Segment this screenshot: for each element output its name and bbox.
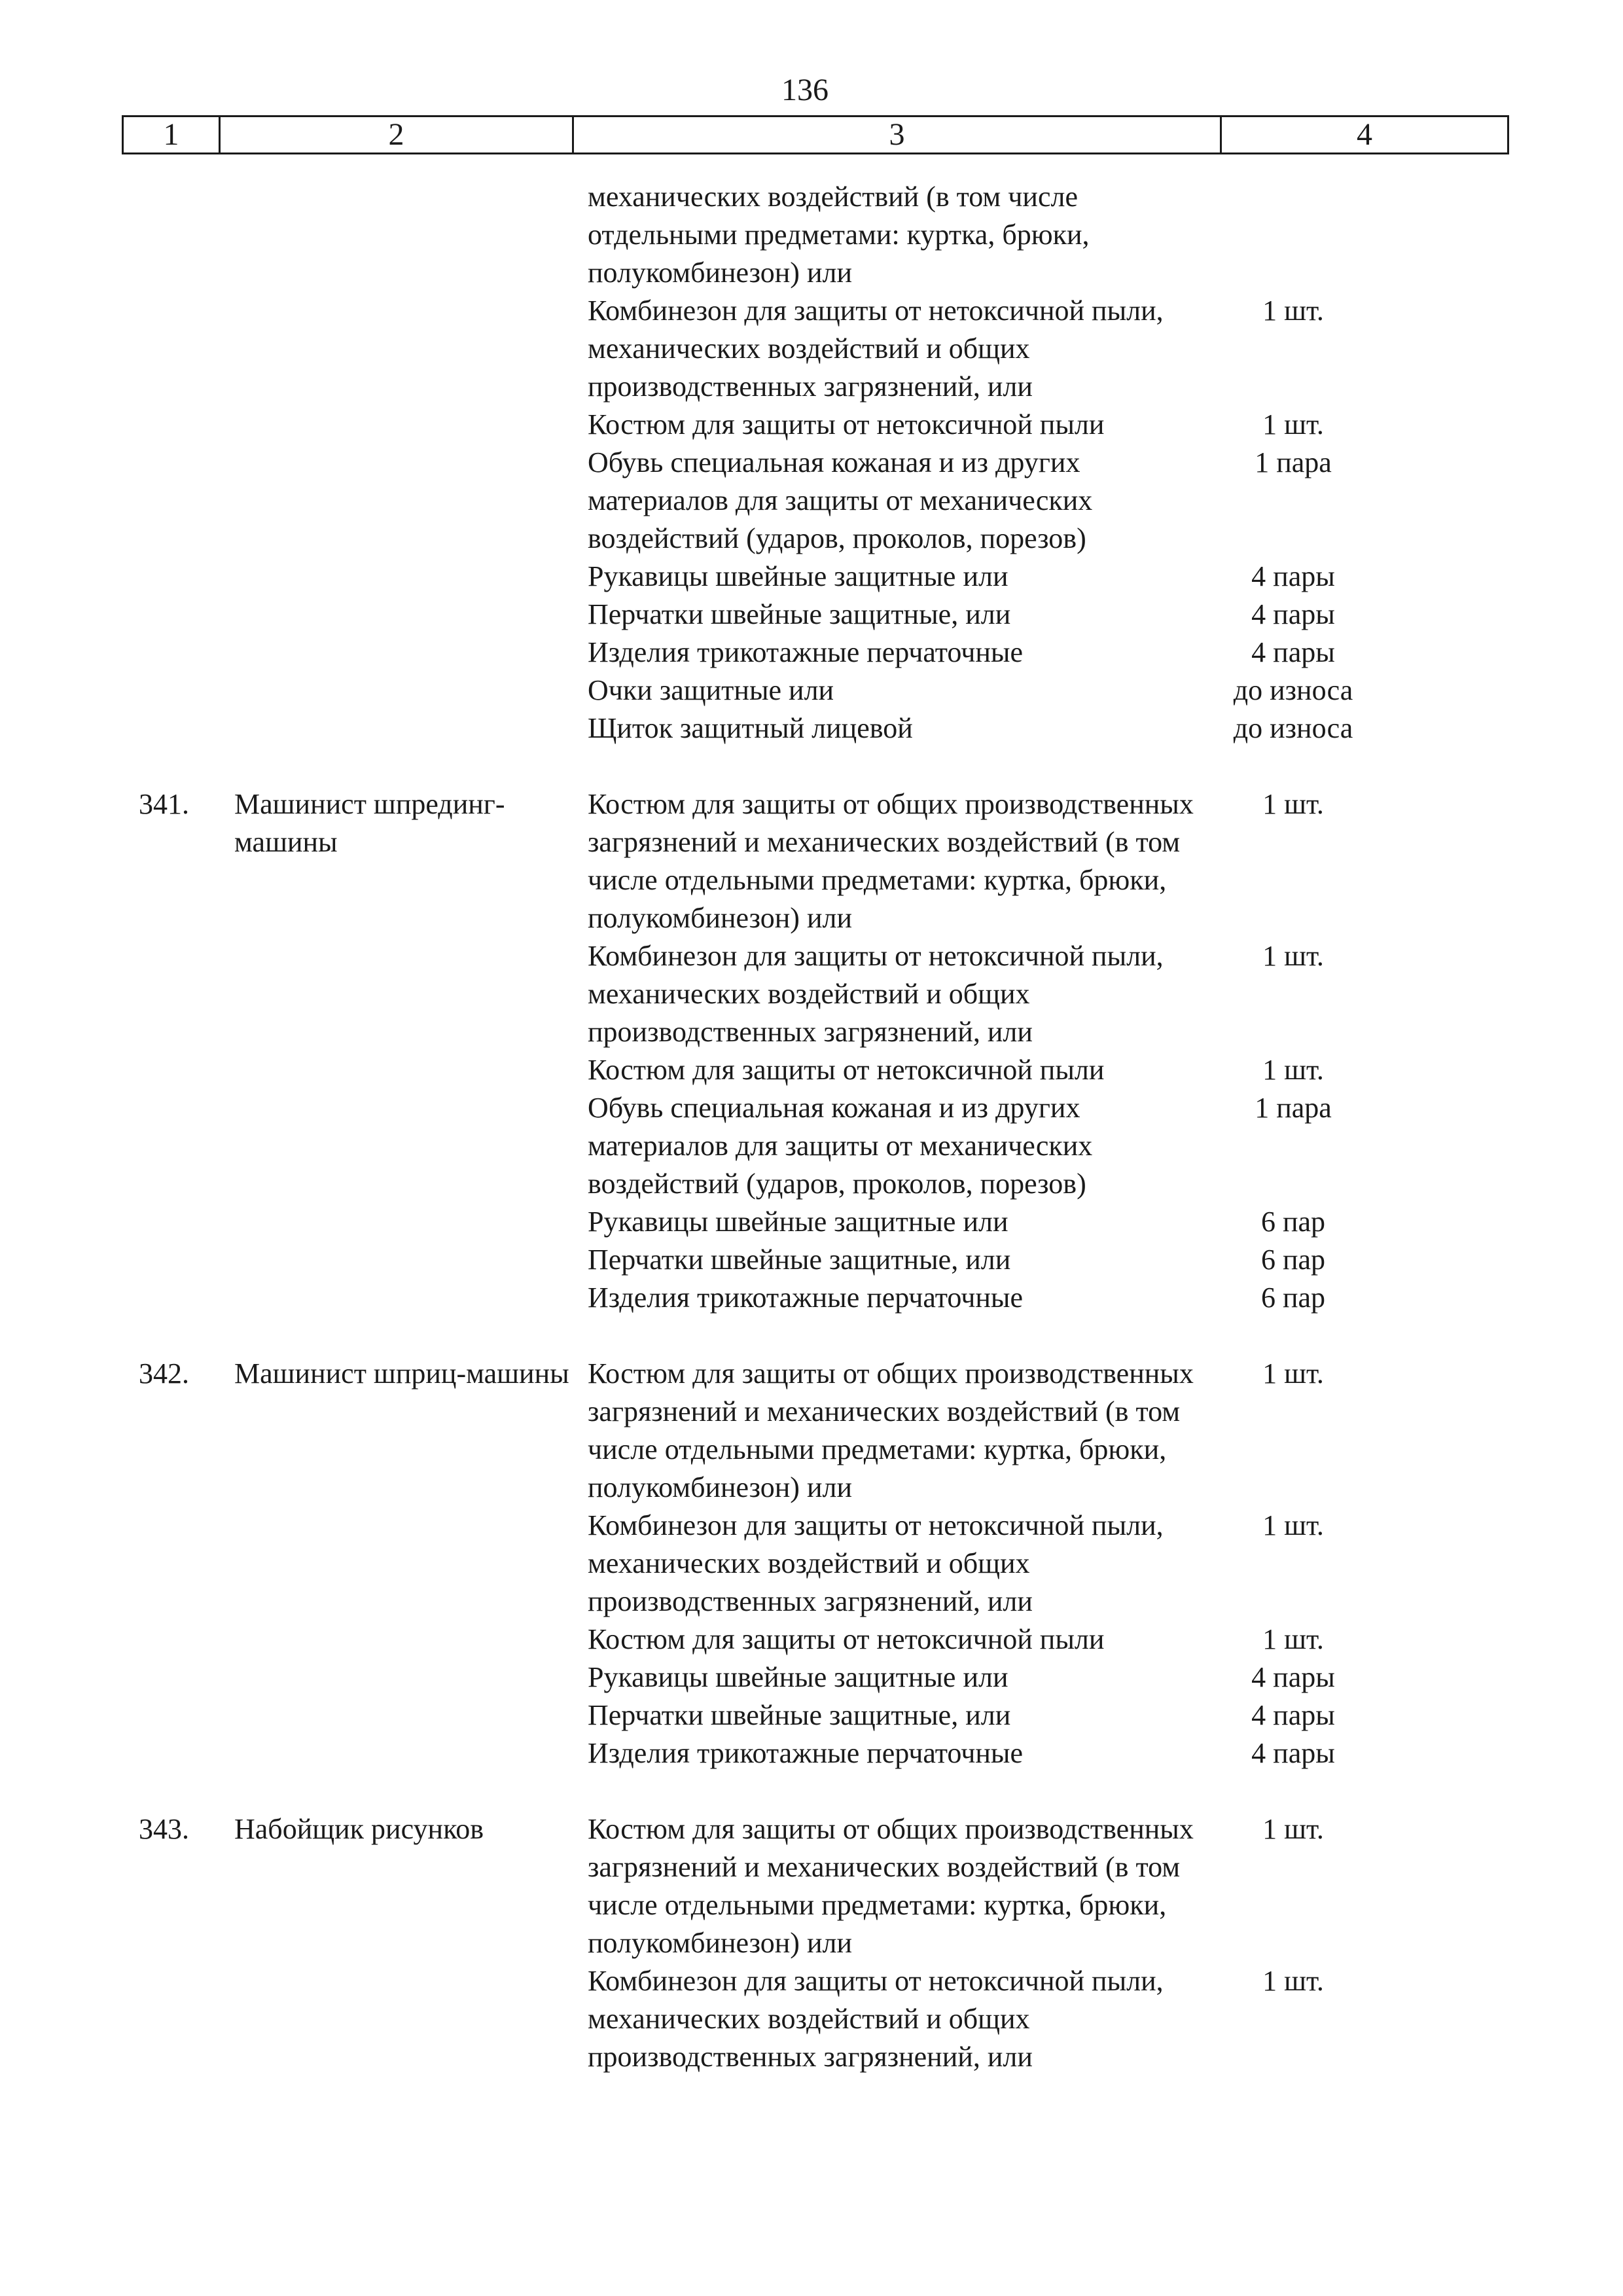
ppe-item-quantity: 6 пар [1260,1206,1326,1238]
column-header-4: 4 [1357,117,1372,152]
table-body [0,178,1623,2114]
ppe-item-description: Рукавицы швейные защитные или [588,1661,1008,1693]
ppe-item-description: Обувь специальная кожаная и из других материалов для защиты от механических воздействий (ударов, проколов, порезов) [588,446,1093,554]
ppe-item-quantity: 4 пары [1251,636,1335,668]
row-number: 343. [139,1813,189,1845]
ppe-item-quantity: 1 шт. [1262,940,1324,972]
ppe-item-description: Комбинезон для защиты от нетоксичной пыли, механических воздействий и общих производственных загрязнений, или [588,295,1164,403]
ppe-item-quantity: 1 шт. [1262,295,1324,327]
ppe-item-quantity: 4 пары [1251,1661,1335,1693]
ppe-item [588,1962,1623,2076]
ppe-item-quantity: до износа [1233,712,1353,744]
ppe-item-description: Костюм для защиты от нетоксичной пыли [588,1054,1105,1086]
ppe-item-quantity: 4 пары [1251,1699,1335,1731]
ppe-item-list [588,1355,1623,1772]
ppe-item [588,1089,1623,1203]
ppe-item [588,1734,1623,1772]
ppe-item [588,1621,1623,1659]
ppe-item-description: Перчатки швейные защитные, или [588,1244,1011,1276]
ppe-item-quantity: 1 шт. [1262,408,1324,440]
ppe-item [588,292,1623,406]
ppe-item-quantity: 1 шт. [1262,1357,1324,1390]
ppe-item [588,1810,1623,1962]
ppe-item-description: Перчатки швейные защитные, или [588,598,1011,630]
ppe-item [588,444,1623,558]
column-header-3: 3 [574,117,1222,152]
ppe-item-list [588,178,1623,747]
ppe-item-quantity: 4 пары [1251,560,1335,592]
ppe-item-quantity: 4 пары [1251,598,1335,630]
ppe-item-quantity: 1 пара [1255,1092,1332,1124]
ppe-item-description: механических воздействий (в том числе отдельными предметами: куртка, брюки, полукомбинезон) или [588,181,1090,289]
ppe-item [588,178,1623,292]
profession-name: Набойщик рисунков [234,1813,484,1845]
ppe-item [588,558,1623,596]
row-number: 341. [139,788,189,820]
ppe-item-description: Костюм для защиты от нетоксичной пыли [588,1623,1105,1655]
ppe-item [588,1051,1623,1089]
ppe-item-quantity: 1 шт. [1262,1623,1324,1655]
ppe-item [588,672,1623,709]
ppe-item-description: Костюм для защиты от общих производственных загрязнений и механических воздействий (в том числе отдельными предметами: куртка, брюки, полукомбинезон) или [588,1357,1194,1503]
row-number: 342. [139,1357,189,1390]
ppe-item-description: Костюм для защиты от общих производственных загрязнений и механических воздействий (в том числе отдельными предметами: куртка, брюки, полукомбинезон) или [588,788,1194,934]
ppe-item [588,1659,1623,1696]
profession-name: Машинист шприц-машины [234,1357,569,1390]
ppe-item [588,1507,1623,1621]
ppe-item-description: Щиток защитный лицевой [588,712,913,744]
ppe-item-description: Комбинезон для защиты от нетоксичной пыли, механических воздействий и общих производственных загрязнений, или [588,940,1164,1048]
ppe-item-quantity: 1 шт. [1262,1054,1324,1086]
ppe-item [588,1241,1623,1279]
table-row [0,178,1623,747]
ppe-item-description: Рукавицы швейные защитные или [588,560,1008,592]
ppe-item-description: Рукавицы швейные защитные или [588,1206,1008,1238]
ppe-item [588,596,1623,634]
profession-name: Машинист шпрединг-машины [234,788,505,858]
ppe-item [588,709,1623,747]
ppe-item-list [588,1810,1623,2076]
ppe-item [588,406,1623,444]
ppe-item-description: Перчатки швейные защитные, или [588,1699,1011,1731]
ppe-item [588,1203,1623,1241]
ppe-item-quantity: 4 пары [1251,1737,1335,1769]
column-header-2: 2 [221,117,574,152]
ppe-item-quantity: 6 пар [1260,1244,1326,1276]
column-header-row [122,115,1509,154]
ppe-item [588,1279,1623,1317]
ppe-item-description: Очки защитные или [588,674,834,706]
ppe-item-description: Обувь специальная кожаная и из других материалов для защиты от механических воздействий (ударов, проколов, порезов) [588,1092,1093,1200]
ppe-item-quantity: 1 шт. [1262,1509,1324,1541]
ppe-item-description: Костюм для защиты от нетоксичной пыли [588,408,1105,440]
ppe-item-description: Изделия трикотажные перчаточные [588,1282,1024,1314]
table-row [0,785,1623,1317]
ppe-item-quantity: 1 пара [1255,446,1332,478]
ppe-item [588,634,1623,672]
ppe-item [588,937,1623,1051]
ppe-item-quantity: 1 шт. [1262,1965,1324,1997]
ppe-item [588,1696,1623,1734]
ppe-item-description: Изделия трикотажные перчаточные [588,1737,1024,1769]
ppe-item-quantity: до износа [1233,674,1353,706]
ppe-item [588,785,1623,937]
ppe-item-description: Изделия трикотажные перчаточные [588,636,1024,668]
ppe-item-quantity: 1 шт. [1262,788,1324,820]
column-header-1: 1 [124,117,221,152]
table-row [0,1810,1623,2076]
ppe-item [588,1355,1623,1507]
ppe-item-quantity: 1 шт. [1262,1813,1324,1845]
ppe-item-description: Костюм для защиты от общих производственных загрязнений и механических воздействий (в том числе отдельными предметами: куртка, брюки, полукомбинезон) или [588,1813,1194,1959]
ppe-item-description: Комбинезон для защиты от нетоксичной пыли, механических воздействий и общих производственных загрязнений, или [588,1509,1164,1617]
ppe-item-description: Комбинезон для защиты от нетоксичной пыли, механических воздействий и общих производственных загрязнений, или [588,1965,1164,2073]
ppe-item-list [588,785,1623,1317]
table-row [0,1355,1623,1772]
page-number: 136 [781,73,829,107]
ppe-item-quantity: 6 пар [1260,1282,1326,1314]
